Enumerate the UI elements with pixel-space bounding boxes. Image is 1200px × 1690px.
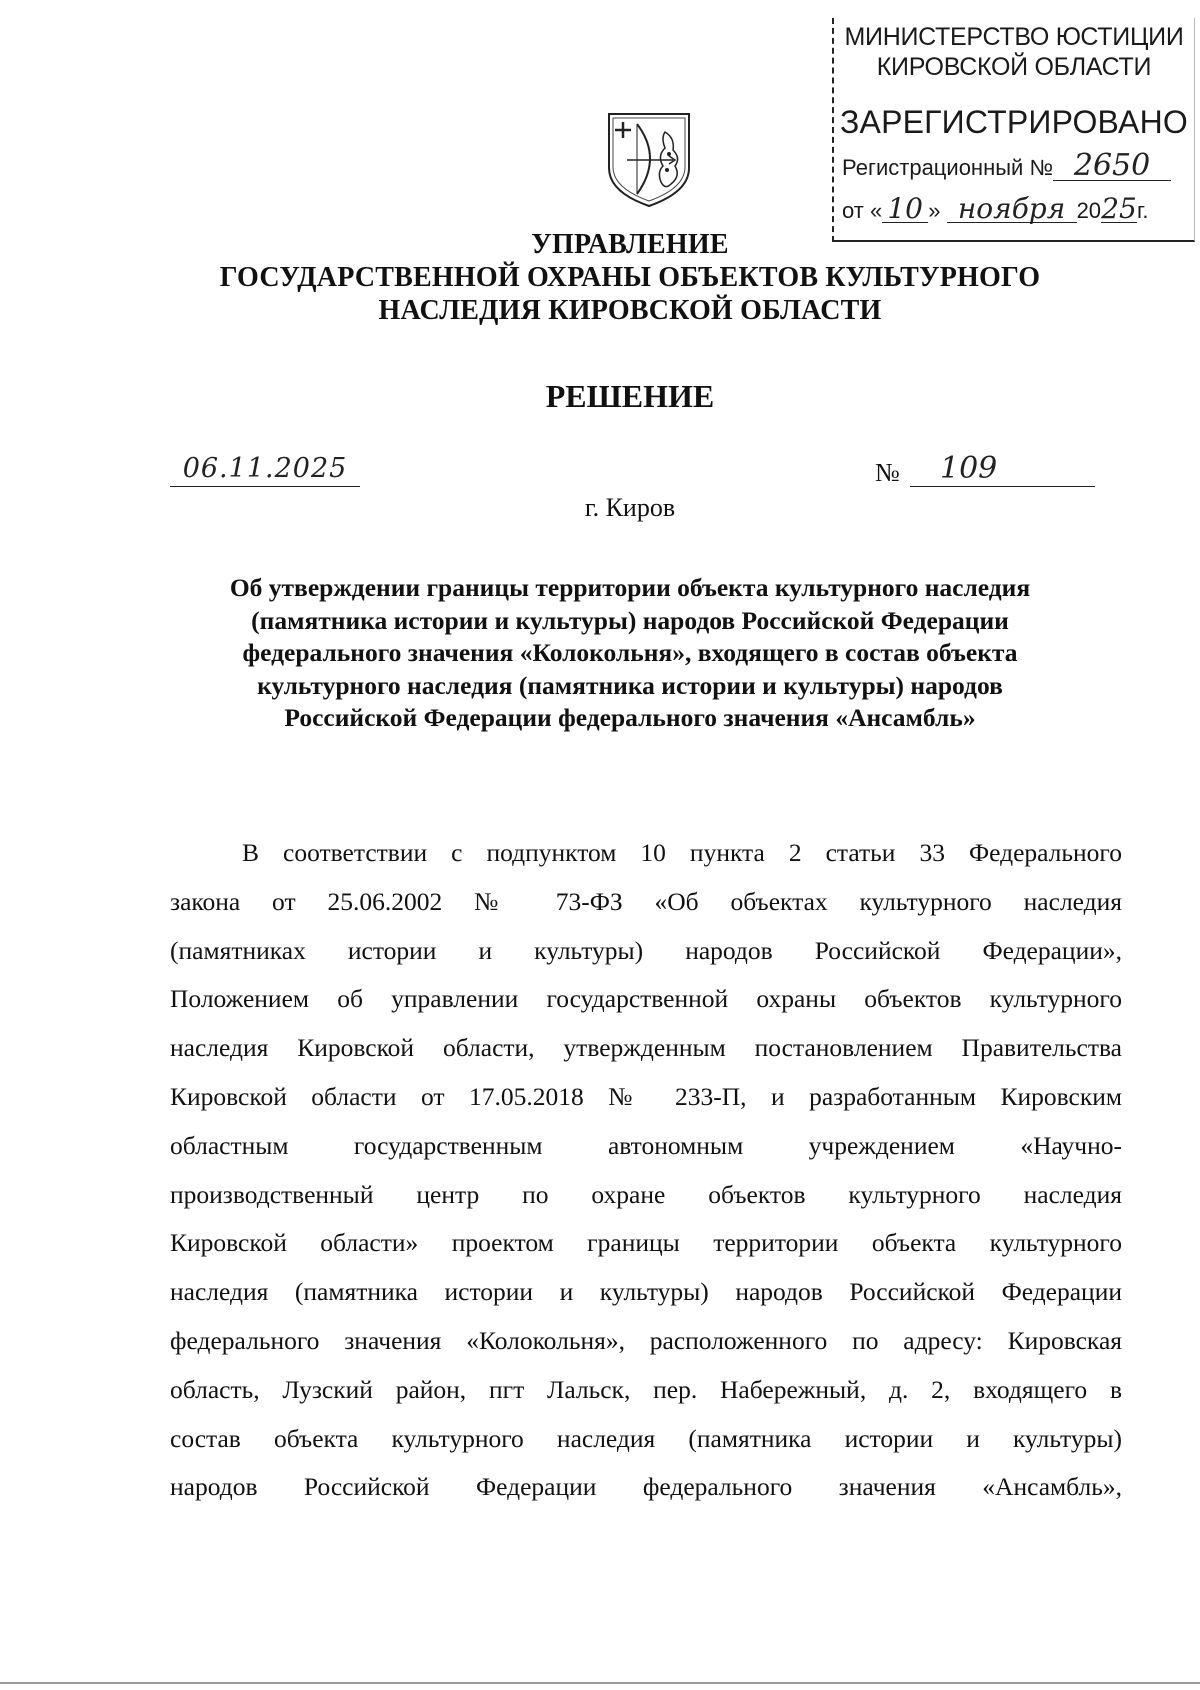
body-line: (памятниках истории и культуры) народов Российской Федерации», bbox=[170, 935, 1122, 965]
subject-line: Об утверждении границы территории объекта культурного наследия bbox=[229, 573, 1031, 602]
org-line-1: УПРАВЛЕНИЕ bbox=[531, 229, 729, 260]
organization-name bbox=[0, 228, 1200, 327]
stamp-date-mid: » bbox=[928, 198, 941, 223]
body-line: федерального значения «Колокольня», расположенного по адресу: Кировская bbox=[170, 1325, 1122, 1355]
body-line: наследия Кировской области, утвержденным постановлением Правительства bbox=[170, 1033, 1122, 1063]
body-line: Положением об управлении государственной охраны объектов культурного bbox=[170, 984, 1122, 1014]
stamp-ministry-line: МИНИСТЕРСТВО ЮСТИЦИИ bbox=[844, 23, 1184, 51]
subject-line: (памятника истории и культуры) народов Российской Федерации bbox=[251, 605, 1009, 635]
document-body bbox=[170, 829, 1122, 1512]
stamp-year-suffix: 25 bbox=[1101, 192, 1137, 225]
stamp-reg-number-row bbox=[842, 148, 1171, 183]
stamp-day: 10 bbox=[882, 196, 928, 223]
stamp-year-end: г. bbox=[1137, 198, 1149, 223]
stamp-month: ноября bbox=[947, 196, 1077, 223]
body-line: состав объекта культурного наследия (памятника истории и культуры) bbox=[170, 1423, 1122, 1453]
page-bottom-divider bbox=[0, 1682, 1200, 1684]
body-line: народов Российской Федерации федерального значения «Ансамбль», bbox=[170, 1472, 1122, 1502]
stamp-year-prefix: 20 bbox=[1076, 198, 1102, 223]
body-line: Кировской области» проектом границы территории объекта культурного bbox=[170, 1228, 1122, 1258]
subject-line: Российской Федерации федерального значения «Ансамбль» bbox=[284, 703, 976, 732]
body-line: областным государственным автономным учреждением «Научно- bbox=[170, 1130, 1122, 1160]
document-subject bbox=[0, 572, 1200, 735]
body-line: производственный центр по охране объектов культурного наследия bbox=[170, 1179, 1122, 1209]
registration-stamp bbox=[832, 18, 1195, 242]
stamp-reg-number: 2650 bbox=[1053, 152, 1171, 181]
stamp-status: ЗАРЕГИСТРИРОВАНО bbox=[840, 104, 1188, 140]
document-number: 109 bbox=[910, 452, 1095, 487]
kirov-coat-of-arms-icon bbox=[603, 110, 695, 210]
document-type: РЕШЕНИЕ bbox=[545, 378, 715, 414]
body-line: наследия (памятника истории и культуры) народов Российской Федерации bbox=[170, 1277, 1122, 1307]
body-line: закона от 25.06.2002 № 73-ФЗ «Об объектах культурного наследия bbox=[170, 886, 1122, 916]
number-label: № bbox=[875, 458, 900, 487]
body-line: В соответствии с подпунктом 10 пункта 2 статьи 33 Федерального bbox=[242, 838, 1122, 867]
stamp-reg-label: Регистрационный № bbox=[842, 155, 1054, 180]
body-line: Кировской области от 17.05.2018 № 233-П, и разработанным Кировским bbox=[170, 1081, 1122, 1111]
stamp-date-row bbox=[842, 192, 1149, 225]
subject-line: федерального значения «Колокольня», входящего в состав объекта bbox=[242, 638, 1018, 667]
body-line: область, Лузский район, пгт Лальск, пер. Набережный, д. 2, входящего в bbox=[170, 1374, 1122, 1404]
subject-line: культурного наследия (памятника истории и культуры) народов bbox=[257, 670, 1003, 700]
document-date: 06.11.2025 bbox=[170, 452, 360, 487]
org-line-3: НАСЛЕДИЯ КИРОВСКОЙ ОБЛАСТИ bbox=[378, 295, 882, 326]
org-line-2: ГОСУДАРСТВЕННОЙ ОХРАНЫ ОБЪЕКТОВ КУЛЬТУРНОГО bbox=[219, 262, 1041, 293]
city: г. Киров bbox=[584, 493, 676, 522]
stamp-region-line: КИРОВСКОЙ ОБЛАСТИ bbox=[876, 53, 1152, 81]
stamp-date-prefix: от « bbox=[842, 198, 883, 223]
